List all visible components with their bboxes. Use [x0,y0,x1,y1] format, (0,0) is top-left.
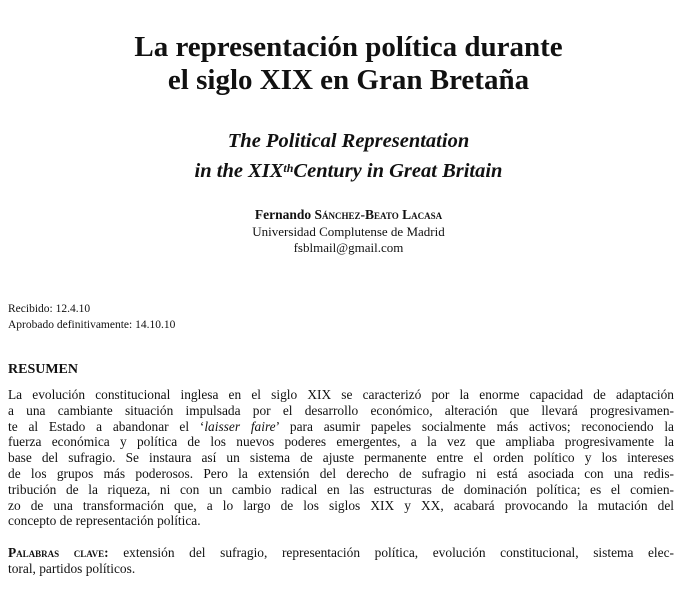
keywords-line-1 [8,545,674,561]
abstract-line: La evolución constitucional inglesa en el siglo XIX se caracterizó por la enorme capacidad de adaptación [8,387,674,402]
title-line-2: el siglo XIX en Gran Bretaña [167,64,530,96]
author-name [0,206,697,224]
keywords-block [8,545,674,577]
dates-block [8,301,175,333]
abstract-line-3-pre: te al Estado a abandonar el ‘ [8,418,205,434]
abstract-line: fuerza económica y política de los nuevos poderes emergentes, a la vez que ampliaba progresivamente la [8,434,674,450]
paper-title [0,31,697,97]
keywords-label: Palabras clave: [8,545,109,560]
english-title [0,126,697,186]
abstract-line: tribución de la riqueza, ni con un cambio radical en las estructuras de dominación política; es el comien- [8,481,674,497]
english-title-line-2 [0,156,697,186]
english-title-pre: in the XIX [194,160,284,182]
author-block [0,206,697,256]
title-line-1: La representación política durante [134,31,563,63]
abstract-line [8,419,674,435]
author-last-name: Sánchez-Beato Lacasa [314,207,443,222]
english-title-line-1: The Political Representation [227,130,470,152]
abstract-line: concepto de representación política. [8,513,201,529]
laisser-faire-italic: laisser faire [204,418,276,434]
abstract-line: base del sufragio. Se instaura así un sistema de ajuste permanente entre el orden político y los intereses [8,450,674,466]
received-date: Recibido: 12.4.10 [8,303,91,315]
english-title-post: Century in Great Britain [293,160,503,182]
author-email: fsblmail@gmail.com [293,240,404,255]
author-affiliation: Universidad Complutense de Madrid [252,224,445,239]
english-title-superscript: th [283,161,294,175]
approved-date: Aprobado definitivamente: 14.10.10 [8,319,176,331]
abstract-line: zo de una transformación que, a lo largo de los siglos XIX y XX, acabará provocando la mutación del [8,497,674,513]
abstract-body [8,387,674,529]
abstract-heading: RESUMEN [8,362,79,377]
author-first-name: Fernando [254,207,312,222]
abstract-line-3-post: ’ para asumir papeles socialmente más activos; reconociendo la [275,418,674,434]
keywords-line-2: toral, partidos políticos. [8,561,136,576]
abstract-line: de los grupos más poderosos. Pero la extensión del derecho de sufragio ni está asociada con una redis- [8,465,674,481]
keywords-text-1: extensión del sufragio, representación política, evolución constitucional, sistema elec- [108,545,674,560]
abstract-line: a una cambiante situación impulsada por el desarrollo económico, alteración que llevará progresivamen- [8,402,674,418]
